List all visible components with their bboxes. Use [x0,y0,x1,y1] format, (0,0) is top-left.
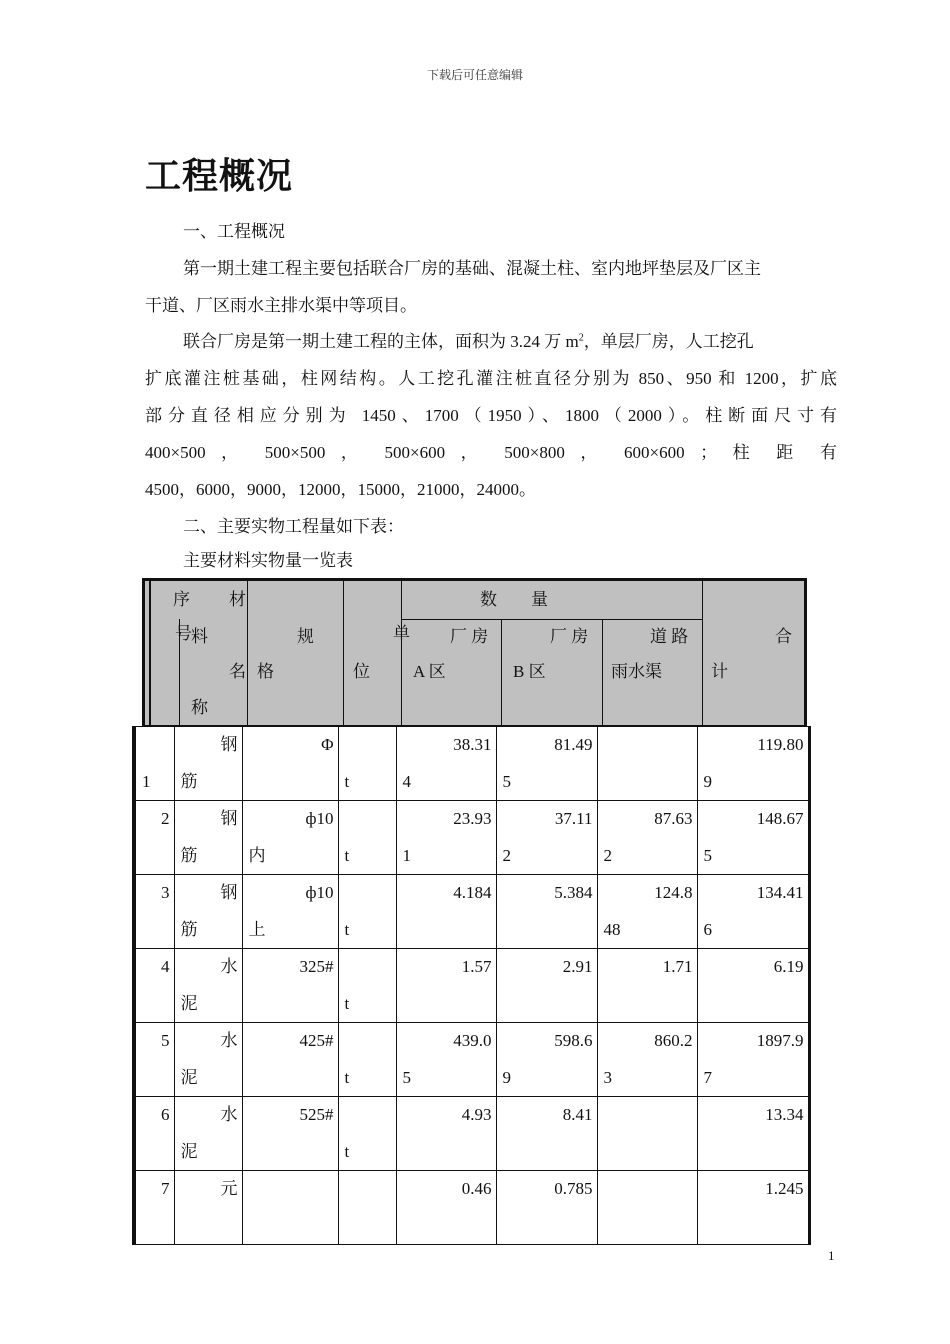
paragraph-2-line-5: 4500，6000，9000，12000，15000，21000，24000。 [145,480,536,499]
table-cell-seq-top: 3 [161,883,170,902]
table-cell-seq-bottom: 1 [142,772,151,791]
table-cell-unit-top [339,1171,396,1208]
table-cell-material-top: 钢 [220,735,238,754]
table-cell-total-bottom [698,986,808,1022]
table-cell-unit-bottom: t [344,994,350,1013]
document-title: 工程概况 [145,156,294,197]
table-cell-spec [242,1097,338,1171]
table-cell-area-a-bottom [397,1134,496,1170]
table-cell-spec [242,1023,338,1097]
table-cell-unit-top [339,727,396,764]
header-area-a-1: 厂 房 [450,627,489,646]
table-cell-unit [338,727,396,801]
header-material-1: 材 [229,590,246,609]
table-cell-area-a-bottom [397,912,496,948]
table-cell-road-bottom [598,986,697,1022]
table-cell-seq-bottom [136,1134,174,1170]
table-cell-area-b-bottom [497,912,597,948]
table-cell-spec [242,1171,338,1245]
table-cell-total-bottom [698,1208,808,1244]
header-area-a-2: A 区 [413,662,446,681]
table-cell-area-a-bottom: 4 [402,772,411,791]
table-cell-area-b-top: 81.49 [554,735,593,754]
table-cell-area-b [496,875,597,949]
table-cell-area-a-top: 1.57 [461,957,492,976]
table-cell-total-top: 1.245 [765,1179,804,1198]
table-cell-area-b-bottom [497,986,597,1022]
table-cell-seq-bottom [136,986,174,1022]
header-note: 下载后可任意编辑 [426,68,523,82]
table-cell-road [597,875,697,949]
table-cell-area-b [496,1097,597,1171]
paragraph-2-line-4: 400×500 ， 500×500 ， 500×600 ， 500×800 ， 600×600 ； 柱 距 有 [145,443,837,462]
table-cell-seq-bottom [136,838,174,874]
table-cell-seq-top [136,727,174,764]
table-cell-road-bottom [598,1134,697,1170]
paragraph-1-line-1: 第一期土建工程主要包括联合厂房的基础、混凝土柱、室内地坪垫层及厂区主 [183,259,761,278]
table-cell-material [174,801,242,875]
table-cell-spec-bottom [243,1208,338,1244]
table-cell-area-b-top: 0.785 [554,1179,593,1198]
paragraph-2-line-2: 扩底灌注桩基础，柱网结构。人工挖孔灌注桩直径分别为 850、950 和 1200，扩底 [145,369,837,388]
table-cell-spec-top: 425# [299,1031,334,1050]
table-cell-area-a-bottom: 1 [402,846,411,865]
table-cell-area-a [396,1171,496,1245]
table-cell-area-b [496,1171,597,1245]
table-cell-road-bottom: 2 [603,846,612,865]
header-area-b-2: B 区 [513,662,546,681]
table-cell-seq-top: 4 [161,957,170,976]
table-cell-unit-bottom: t [344,772,350,791]
table-cell-unit-top [339,949,396,986]
table-cell-area-a-bottom [397,986,496,1022]
table-cell-total-top: 148.67 [756,809,804,828]
table-cell-spec-bottom [243,986,338,1022]
table-cell-area-a [396,801,496,875]
table-cell-area-a-bottom: 5 [402,1068,411,1087]
table-cell-area-b [496,1023,597,1097]
header-seq-1: 序 [173,590,190,609]
header-quantity: 数 量 [480,590,548,609]
table-cell-material [174,1171,242,1245]
table-cell-area-a [396,875,496,949]
table-cell-spec-bottom [243,1134,338,1170]
table-cell-seq-top: 6 [161,1105,170,1124]
table-cell-road-top [598,727,697,764]
table-cell-road-top: 124.8 [654,883,693,902]
table-cell-road [597,801,697,875]
table-cell-total [697,1171,809,1245]
table-cell-material-bottom: 泥 [180,994,198,1013]
table-cell-unit-bottom: t [344,920,350,939]
table-cell-area-b-top: 2.91 [562,957,593,976]
paragraph-2-line-1 [145,323,837,360]
table-cell-total [697,1097,809,1171]
table-cell-seq-bottom [136,1208,174,1244]
table-cell-spec-bottom: 上 [248,920,266,939]
table-cell-seq [134,727,174,801]
table-cell-spec [242,801,338,875]
table-row [134,875,809,949]
header-material-4: 称 [191,698,208,717]
table-cell-total [697,949,809,1023]
table-cell-total-top: 1897.9 [756,1031,804,1050]
table-cell-material-top: 水 [220,1031,238,1050]
header-seq-2: 号 [175,624,192,643]
table-cell-area-a-top: 439.0 [453,1031,492,1050]
table-cell-unit [338,1023,396,1097]
table-row [134,801,809,875]
table-cell-seq-top: 2 [161,809,170,828]
paragraph-1-line-2: 干道、厂区雨水主排水渠中等项目。 [145,296,417,315]
table-cell-seq [134,949,174,1023]
table-cell-road-bottom: 3 [603,1068,612,1087]
table-cell-material [174,1097,242,1171]
table-cell-material-bottom: 泥 [180,1142,198,1161]
table-cell-material-top: 钢 [220,883,238,902]
table-cell-total-bottom [698,1134,808,1170]
table-row [134,1097,809,1171]
table-cell-road [597,1171,697,1245]
table-header [142,578,807,726]
table-cell-unit-bottom: t [344,1142,350,1161]
table-cell-area-b-bottom: 2 [502,846,511,865]
table-cell-area-a-top: 0.46 [461,1179,492,1198]
table-cell-material-bottom: 筋 [180,772,198,791]
table-cell-area-a-bottom [397,1208,496,1244]
table-cell-road-bottom [598,1208,697,1244]
table-cell-area-a-top: 23.93 [453,809,492,828]
table-cell-spec [242,727,338,801]
table-cell-area-b-bottom: 9 [502,1068,511,1087]
header-road-1: 道 路 [650,627,689,646]
table-cell-area-a [396,949,496,1023]
table-cell-seq-top: 7 [161,1179,170,1198]
header-total-2: 计 [711,662,728,681]
table-cell-unit [338,949,396,1023]
table-cell-seq [134,801,174,875]
table-row [134,949,809,1023]
table-cell-area-b [496,727,597,801]
table-cell-spec-top [243,1171,338,1208]
page-number: 1 [828,1248,835,1263]
table-cell-unit-bottom [339,1208,396,1244]
table-cell-road-top: 1.71 [662,957,693,976]
table-cell-seq [134,1097,174,1171]
table-row [134,1171,809,1245]
table-cell-area-a [396,727,496,801]
table-cell-seq-top: 5 [161,1031,170,1050]
table-cell-road-top [598,1171,697,1208]
table-cell-road-bottom: 48 [603,920,621,939]
table-cell-material-top: 水 [220,957,238,976]
table-cell-unit-top [339,801,396,838]
table-cell-unit [338,1171,396,1245]
table-cell-spec-top: 525# [299,1105,334,1124]
table-cell-total-top: 134.41 [756,883,804,902]
table-cell-seq [134,1171,174,1245]
header-spec-1: 规 [297,627,314,646]
table-cell-unit-top [339,1097,396,1134]
table-cell-spec-bottom [243,1060,338,1096]
table-cell-seq [134,1023,174,1097]
materials-table [132,726,811,1245]
table-cell-total-bottom: 7 [703,1068,712,1087]
table-cell-road [597,949,697,1023]
table-cell-spec [242,949,338,1023]
table-cell-total [697,1023,809,1097]
table-cell-total-bottom: 6 [703,920,712,939]
header-spec-2: 格 [257,662,274,681]
table-cell-material [174,949,242,1023]
table-cell-road [597,1097,697,1171]
table-cell-area-b-bottom [497,1208,597,1244]
table-cell-material-bottom: 筋 [180,920,198,939]
paragraph-2-line-1-tail: ，单层厂房，人工挖孔 [583,332,754,351]
table-cell-total-bottom: 5 [703,846,712,865]
table-cell-area-b [496,949,597,1023]
table-cell-area-a [396,1097,496,1171]
header-area-b-1: 厂 房 [550,627,589,646]
table-cell-material [174,727,242,801]
table-cell-unit [338,801,396,875]
table-cell-material [174,1023,242,1097]
header-unit-1: 单 [393,624,410,643]
section-heading-overview: 一、工程概况 [183,222,285,241]
table-cell-total-bottom: 9 [703,772,712,791]
header-road-2: 雨水渠 [611,662,662,681]
table-cell-road-top [598,1097,697,1134]
table-row [134,1023,809,1097]
table-cell-area-a-top: 4.93 [461,1105,492,1124]
table-cell-unit-top [339,875,396,912]
table-cell-seq [134,875,174,949]
table-cell-area-b [496,801,597,875]
table-cell-material-top: 水 [220,1105,238,1124]
table-cell-unit-bottom: t [344,846,350,865]
table-cell-area-b-top: 8.41 [562,1105,593,1124]
table-cell-spec-top: ф10 [305,809,334,828]
header-material-2: 料 [191,627,208,646]
table-cell-spec-top: ф10 [305,883,334,902]
table-cell-unit [338,1097,396,1171]
table-cell-spec-bottom: 内 [248,846,266,865]
table-cell-unit [338,875,396,949]
header-total-1: 合 [775,627,792,646]
table-cell-total [697,727,809,801]
table-cell-material-top: 元 [220,1179,238,1198]
table-cell-road-top: 87.63 [654,809,693,828]
header-material-3: 名 [229,662,246,681]
table-cell-spec-top: 325# [299,957,334,976]
table-cell-area-b-top: 5.384 [554,883,593,902]
table-cell-material-bottom [175,1208,242,1244]
table-cell-spec [242,875,338,949]
table-cell-spec-top: Φ [321,735,334,754]
superscript-2: 2 [578,332,584,344]
table-cell-area-a-top: 38.31 [453,735,492,754]
table-cell-road-bottom [598,764,697,800]
paragraph-2-line-1-text: 联合厂房是第一期土建工程的主体，面积为 3.24 万 m [183,332,579,351]
section-heading-quantities: 二、主要实物工程量如下表： [183,517,404,536]
table-cell-total [697,801,809,875]
table-cell-total-top: 6.19 [773,957,804,976]
table-cell-total-top: 13.34 [765,1105,804,1124]
table-cell-total [697,875,809,949]
paragraph-2-line-3: 部分直径相应分别为 1450、1700（1950）、1800（2000）。柱断面尺寸有 [145,406,837,425]
table-cell-material-bottom: 筋 [180,846,198,865]
table-cell-unit-top [339,1023,396,1060]
table-cell-seq-bottom [136,912,174,948]
table-cell-material [174,875,242,949]
table-caption: 主要材料实物量一览表 [183,551,353,570]
table-cell-area-a-top: 4.184 [453,883,492,902]
table-cell-material-bottom: 泥 [180,1068,198,1087]
table-cell-area-b-bottom [497,1134,597,1170]
table-cell-road [597,1023,697,1097]
table-cell-total-top: 119.80 [757,735,804,754]
table-cell-area-b-top: 598.6 [554,1031,593,1050]
table-cell-unit-bottom: t [344,1068,350,1087]
header-unit-2: 位 [353,662,370,681]
table-cell-material-top: 钢 [220,809,238,828]
table-cell-road [597,727,697,801]
table-cell-road-top: 860.2 [654,1031,693,1050]
table-cell-area-b-bottom: 5 [502,772,511,791]
table-cell-area-a [396,1023,496,1097]
table-row [134,727,809,801]
table-cell-seq-bottom [136,1060,174,1096]
table-cell-spec-bottom [243,764,338,800]
table-cell-area-b-top: 37.11 [554,809,593,828]
